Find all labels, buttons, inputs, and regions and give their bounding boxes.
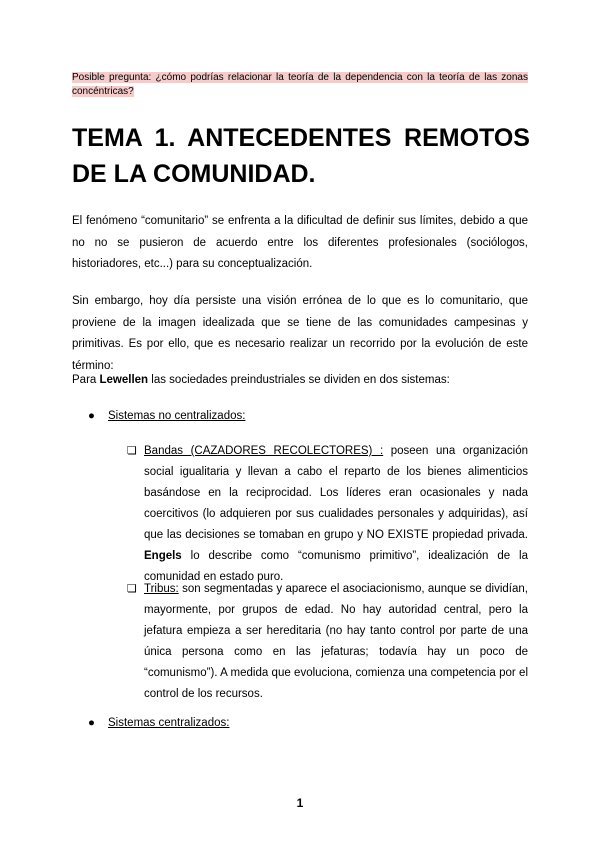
checkbox-bullet-icon: ❏ [127,445,137,457]
bullet-dot-icon: ● [88,717,95,729]
lewellen-prefix: Para [72,374,100,386]
bullet-label: Sistemas no centralizados: [108,410,246,422]
bandas-text-2: lo describe como “comunismo primitivo”, idealización de la comunidad en estado puro. [144,550,528,583]
paragraph-intro: El fenómeno “comunitario” se enfrenta a la dificultad de definir sus límites, debido a que no no se pusieron de acuerdo entre los diferentes profesionales (sociólogos, historiadores, etc...) para su conceptualización. [72,215,528,270]
highlighted-question-note [72,71,528,99]
checkbox-bullet-icon: ❏ [127,583,137,595]
tribus-text: son segmentadas y aparece el asociacionismo, aunque se dividían, mayormente, por grupos de edad. No hay autoridad central, pero la jefatura empieza a ser hereditaria (no hay tanto control por parte de una única persona como en las jefaturas; todavía hay un poco de “comunismo”). A medida que evoluciona, comienza una competencia por el control de los recursos. [144,583,528,700]
bullet-centralizados [88,713,229,734]
bullet-no-centralizados [88,406,245,427]
tribus-label: Tribus: [144,583,179,595]
subitem-tribus [127,579,528,705]
page-number: 1 [296,796,304,810]
bandas-text-1: poseen una organización social igualitaria y llevan a cabo el reparto de los bienes alimenticios basándose en la reciprocidad. Los líderes eran ocasionales y nada coercitivos (lo adquieren por sus cualidades personales y adquiridas), así que las decisiones se tomaban en grupo y NO EXISTE propiedad privada. [144,445,529,541]
lewellen-name: Lewellen [99,374,149,386]
subitem-tribus-text [144,579,528,705]
paragraph-sin-embargo: Sin embargo, hoy día persiste una visión errónea de lo que es lo comunitario, que proviene de la imagen idealizada que se tiene de las comunidades campesinas y primitivas. Es por ello, que es necesario realizar un recorrido por la evolución de este término: [72,295,528,372]
engels-name: Engels [144,550,182,562]
note-text: Posible pregunta: ¿cómo podrías relacionar la teoría de la dependencia con la teoría de las zonas concéntricas? [72,72,528,97]
lewellen-suffix: las sociedades preindustriales se dividen en dos sistemas: [148,374,450,386]
subitem-bandas [127,441,528,588]
page-title: TEMA 1. ANTECEDENTES REMOTOS DE LA COMUNIDAD. [72,124,530,188]
paragraph-lewellen [72,370,528,392]
bandas-label: Bandas (CAZADORES RECOLECTORES) : [144,445,384,457]
subitem-bandas-text [144,441,528,588]
bullet-dot-icon: ● [88,410,95,422]
bullet-label: Sistemas centralizados: [108,717,230,729]
